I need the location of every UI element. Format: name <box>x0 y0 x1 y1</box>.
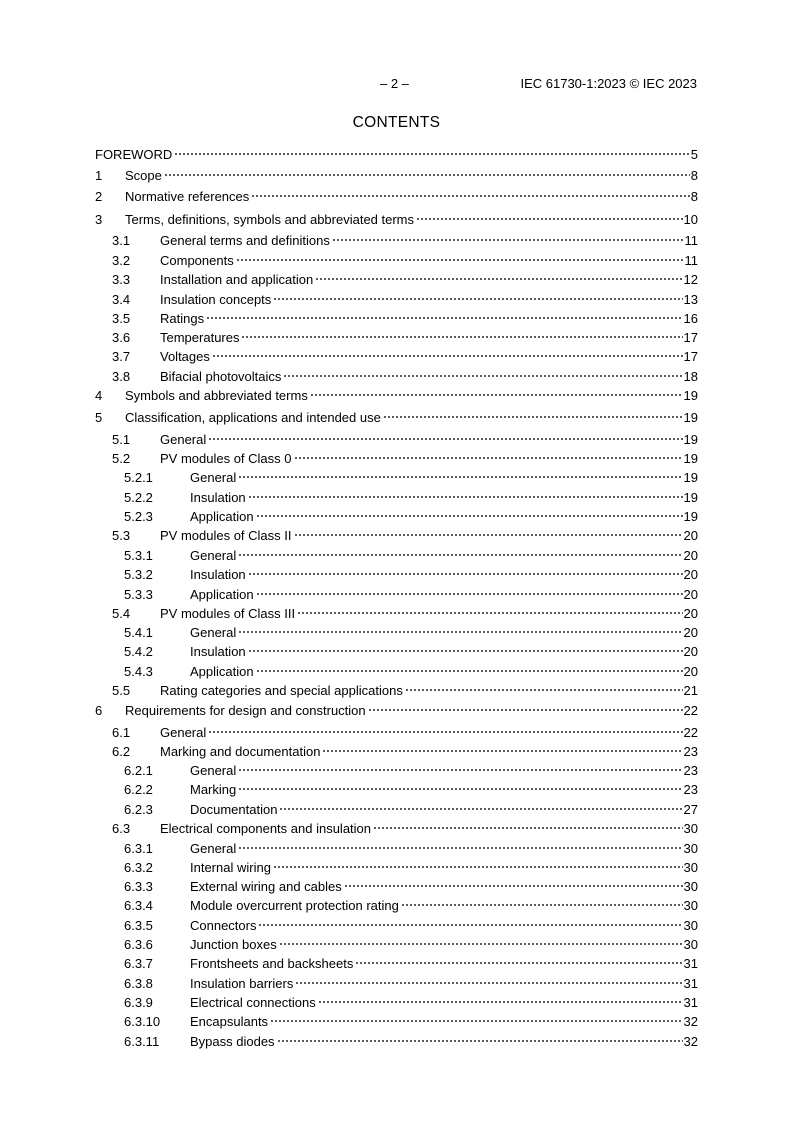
toc-dot-leader <box>294 533 683 537</box>
toc-entry-page: 30 <box>683 898 698 913</box>
toc-dot-leader <box>256 669 683 673</box>
toc-entry[interactable] <box>95 643 698 660</box>
toc-entry[interactable] <box>95 547 698 564</box>
toc-entry-number: 3.3 <box>112 272 131 287</box>
toc-entry-page: 20 <box>683 625 698 640</box>
toc-dot-leader <box>174 152 689 156</box>
toc-entry-number: 6.2 <box>112 744 131 759</box>
toc-entry[interactable] <box>95 489 698 506</box>
toc-entry-title: Ratings <box>160 311 205 326</box>
toc-entry-number: 5.4 <box>112 606 131 621</box>
toc-entry-number: 6.3.5 <box>124 918 153 933</box>
toc-entry-page: 19 <box>683 490 698 505</box>
toc-entry-number: 2 <box>95 189 103 204</box>
toc-entry-page: 10 <box>683 212 698 227</box>
toc-entry-number: 5.2.3 <box>124 509 153 524</box>
toc-entry-page: 23 <box>683 763 698 778</box>
toc-entry-title: General <box>160 725 207 740</box>
toc-entry-title: General terms and definitions <box>160 233 330 248</box>
toc-dot-leader <box>236 258 684 262</box>
toc-entry[interactable] <box>95 936 698 953</box>
toc-entry-title: Frontsheets and backsheets <box>190 956 354 971</box>
toc-dot-leader <box>248 649 683 653</box>
toc-entry-page: 21 <box>683 683 698 698</box>
toc-entry-number: 5.5 <box>112 683 131 698</box>
toc-entry-title: Normative references <box>125 189 250 204</box>
toc-entry-title: Marking <box>190 782 237 797</box>
toc-dot-leader <box>294 456 683 460</box>
toc-entry-number: 4 <box>95 388 103 403</box>
toc-dot-leader <box>251 194 689 198</box>
toc-dot-leader <box>295 981 682 985</box>
toc-entry-title: Electrical connections <box>190 995 316 1010</box>
toc-dot-leader <box>315 277 682 281</box>
toc-dot-leader <box>248 572 683 576</box>
toc-entry-number: 5.4.1 <box>124 625 153 640</box>
toc-entry[interactable] <box>95 762 698 779</box>
toc-entry-page: 22 <box>683 725 698 740</box>
toc-dot-leader <box>238 768 682 772</box>
toc-entry-title: Temperatures <box>160 330 240 345</box>
toc-entry-number: 6.3.8 <box>124 976 153 991</box>
document-reference: IEC 61730-1:2023 © IEC 2023 <box>520 76 697 91</box>
toc-entry-number: 3.4 <box>112 292 131 307</box>
toc-dot-leader <box>273 865 683 869</box>
toc-entry[interactable] <box>95 188 698 205</box>
toc-entry-page: 31 <box>683 976 698 991</box>
toc-entry-title: Application <box>190 664 254 679</box>
toc-entry-title: PV modules of Class II <box>160 528 292 543</box>
toc-dot-leader <box>238 787 682 791</box>
toc-dot-leader <box>318 1000 683 1004</box>
toc-entry-title: Insulation <box>190 567 246 582</box>
toc-entry[interactable] <box>95 232 698 249</box>
toc-entry[interactable] <box>95 508 698 525</box>
toc-entry-page: 20 <box>683 606 698 621</box>
toc-entry-page: 30 <box>683 841 698 856</box>
toc-entry-page: 19 <box>683 451 698 466</box>
toc-entry-page: 19 <box>683 509 698 524</box>
toc-entry-number: 1 <box>95 168 103 183</box>
toc-entry-page: 19 <box>683 432 698 447</box>
toc-entry[interactable] <box>95 859 698 876</box>
toc-entry-number: 5.3.1 <box>124 548 153 563</box>
toc-entry-page: 30 <box>683 937 698 952</box>
toc-entry-title: Classification, applications and intended use <box>125 410 381 425</box>
contents-title: CONTENTS <box>352 114 441 131</box>
toc-entry-number: 6.3.7 <box>124 956 153 971</box>
toc-entry-number: 5 <box>95 410 103 425</box>
toc-entry[interactable] <box>95 291 698 308</box>
toc-dot-leader <box>383 415 683 419</box>
toc-entry[interactable] <box>95 917 698 934</box>
toc-entry[interactable] <box>95 605 698 622</box>
toc-dot-leader <box>212 354 683 358</box>
toc-entry[interactable] <box>95 994 698 1011</box>
toc-entry[interactable] <box>95 743 698 760</box>
toc-entry-title: General <box>190 548 237 563</box>
toc-entry[interactable] <box>95 348 698 365</box>
toc-entry-number: 6.3 <box>112 821 131 836</box>
toc-dot-leader <box>416 217 683 221</box>
toc-entry-page: 20 <box>683 528 698 543</box>
toc-dot-leader <box>241 335 682 339</box>
toc-dot-leader <box>270 1019 682 1023</box>
toc-entry-number: 6.3.9 <box>124 995 153 1010</box>
toc-entry-page: 5 <box>690 147 698 162</box>
toc-entry-title: Insulation <box>190 644 246 659</box>
toc-entry-title: Symbols and abbreviated terms <box>125 388 308 403</box>
toc-entry-title: Documentation <box>190 802 278 817</box>
toc-dot-leader <box>283 374 682 378</box>
toc-entry[interactable] <box>95 955 698 972</box>
toc-entry-number: 6.3.10 <box>124 1014 161 1029</box>
toc-dot-leader <box>238 630 682 634</box>
toc-entry-number: 6.3.2 <box>124 860 153 875</box>
toc-dot-leader <box>273 297 682 301</box>
toc-entry-page: 23 <box>683 782 698 797</box>
toc-entry-title: Insulation <box>190 490 246 505</box>
toc-dot-leader <box>332 238 684 242</box>
toc-entry-page: 17 <box>683 330 698 345</box>
toc-entry[interactable] <box>95 878 698 895</box>
toc-entry[interactable] <box>95 624 698 641</box>
table-of-contents <box>95 0 698 1122</box>
toc-entry-number: 5.3 <box>112 528 131 543</box>
toc-dot-leader <box>208 437 682 441</box>
toc-entry-page: 19 <box>683 470 698 485</box>
toc-entry-number: 5.1 <box>112 432 131 447</box>
toc-entry-page: 22 <box>683 703 698 718</box>
toc-entry-number: 5.2.2 <box>124 490 153 505</box>
page-number: – 2 – <box>380 76 409 91</box>
toc-dot-leader <box>322 749 682 753</box>
toc-entry[interactable] <box>95 975 698 992</box>
toc-dot-leader <box>297 611 682 615</box>
toc-dot-leader <box>405 688 683 692</box>
toc-dot-leader <box>238 475 682 479</box>
toc-entry-number: 6.3.4 <box>124 898 153 913</box>
toc-entry-title: Rating categories and special applications <box>160 683 403 698</box>
toc-entry-title: FOREWORD <box>95 147 173 162</box>
toc-dot-leader <box>279 807 682 811</box>
toc-entry-page: 30 <box>683 879 698 894</box>
toc-entry[interactable] <box>95 252 698 269</box>
toc-entry[interactable] <box>95 211 698 228</box>
toc-entry-title: Application <box>190 587 254 602</box>
toc-entry-number: 5.2.1 <box>124 470 153 485</box>
toc-entry-page: 32 <box>683 1034 698 1049</box>
toc-entry-title: Encapsulants <box>190 1014 269 1029</box>
toc-entry-title: Bifacial photovoltaics <box>160 369 282 384</box>
toc-dot-leader <box>256 592 683 596</box>
toc-entry-number: 5.3.2 <box>124 567 153 582</box>
toc-dot-leader <box>373 826 683 830</box>
toc-entry-page: 20 <box>683 587 698 602</box>
toc-entry[interactable] <box>95 146 698 163</box>
toc-entry-title: Voltages <box>160 349 210 364</box>
toc-dot-leader <box>238 553 682 557</box>
toc-entry-title: General <box>190 625 237 640</box>
toc-entry-page: 20 <box>683 548 698 563</box>
toc-dot-leader <box>206 316 682 320</box>
toc-entry-page: 20 <box>683 664 698 679</box>
toc-entry-number: 3.1 <box>112 233 131 248</box>
toc-entry-number: 5.4.2 <box>124 644 153 659</box>
toc-entry-number: 3 <box>95 212 103 227</box>
toc-entry-number: 6.3.6 <box>124 937 153 952</box>
toc-entry-page: 31 <box>683 995 698 1010</box>
toc-entry[interactable] <box>95 368 698 385</box>
toc-entry-number: 6.2.3 <box>124 802 153 817</box>
toc-entry[interactable] <box>95 1013 698 1030</box>
toc-entry[interactable] <box>95 801 698 818</box>
toc-dot-leader <box>401 903 683 907</box>
toc-entry-title: External wiring and cables <box>190 879 342 894</box>
toc-entry-page: 16 <box>683 311 698 326</box>
toc-entry[interactable] <box>95 586 698 603</box>
toc-entry-page: 30 <box>683 860 698 875</box>
toc-entry-title: Installation and application <box>160 272 314 287</box>
toc-entry-number: 6.2.2 <box>124 782 153 797</box>
toc-entry-number: 3.6 <box>112 330 131 345</box>
toc-entry-title: Module overcurrent protection rating <box>190 898 399 913</box>
toc-entry-number: 6 <box>95 703 103 718</box>
toc-entry-page: 31 <box>683 956 698 971</box>
toc-dot-leader <box>164 173 690 177</box>
toc-dot-leader <box>355 961 682 965</box>
toc-entry-page: 20 <box>683 567 698 582</box>
toc-entry-title: PV modules of Class III <box>160 606 296 621</box>
toc-entry-title: PV modules of Class 0 <box>160 451 292 466</box>
toc-entry-number: 3.7 <box>112 349 131 364</box>
toc-entry-page: 18 <box>683 369 698 384</box>
toc-entry-title: General <box>190 841 237 856</box>
toc-entry[interactable] <box>95 167 698 184</box>
toc-entry[interactable] <box>95 387 698 404</box>
toc-entry-page: 19 <box>683 388 698 403</box>
toc-entry[interactable] <box>95 409 698 426</box>
toc-dot-leader <box>279 942 683 946</box>
toc-entry-page: 13 <box>683 292 698 307</box>
toc-dot-leader <box>368 708 683 712</box>
toc-entry-title: Insulation concepts <box>160 292 272 307</box>
toc-entry-page: 11 <box>684 233 698 248</box>
toc-entry[interactable] <box>95 469 698 486</box>
toc-entry[interactable] <box>95 781 698 798</box>
toc-dot-leader <box>258 923 682 927</box>
toc-entry-title: General <box>190 763 237 778</box>
toc-entry-number: 3.5 <box>112 311 131 326</box>
toc-dot-leader <box>310 393 683 397</box>
toc-entry-page: 19 <box>683 410 698 425</box>
toc-entry-title: Marking and documentation <box>160 744 321 759</box>
toc-entry[interactable] <box>95 329 698 346</box>
toc-dot-leader <box>238 846 682 850</box>
toc-entry-title: General <box>190 470 237 485</box>
toc-entry[interactable] <box>95 271 698 288</box>
toc-entry[interactable] <box>95 431 698 448</box>
toc-entry[interactable] <box>95 820 698 837</box>
toc-entry-title: Connectors <box>190 918 257 933</box>
toc-entry-title: Junction boxes <box>190 937 277 952</box>
toc-entry-page: 27 <box>683 802 698 817</box>
toc-entry[interactable] <box>95 566 698 583</box>
toc-entry-page: 30 <box>683 821 698 836</box>
toc-entry-number: 5.4.3 <box>124 664 153 679</box>
toc-entry-number: 3.8 <box>112 369 131 384</box>
toc-entry-page: 8 <box>690 189 698 204</box>
toc-entry-title: Insulation barriers <box>190 976 294 991</box>
toc-entry[interactable] <box>95 1033 698 1050</box>
toc-entry[interactable] <box>95 663 698 680</box>
toc-dot-leader <box>248 495 683 499</box>
toc-entry-number: 6.3.1 <box>124 841 153 856</box>
toc-entry-page: 23 <box>683 744 698 759</box>
toc-entry-title: Scope <box>125 168 162 183</box>
toc-entry-title: Bypass diodes <box>190 1034 275 1049</box>
toc-entry-title: General <box>160 432 207 447</box>
toc-entry-title: Components <box>160 253 234 268</box>
toc-entry-number: 6.3.11 <box>124 1034 160 1049</box>
toc-entry-number: 5.3.3 <box>124 587 153 602</box>
toc-entry-page: 20 <box>683 644 698 659</box>
toc-entry[interactable] <box>95 702 698 719</box>
toc-entry-title: Requirements for design and construction <box>125 703 366 718</box>
toc-entry-number: 5.2 <box>112 451 131 466</box>
toc-entry-number: 6.1 <box>112 725 131 740</box>
toc-entry[interactable] <box>95 527 698 544</box>
toc-entry-page: 30 <box>683 918 698 933</box>
toc-dot-leader <box>277 1039 683 1043</box>
toc-entry-page: 8 <box>690 168 698 183</box>
toc-entry-page: 11 <box>684 253 698 268</box>
toc-entry-page: 32 <box>683 1014 698 1029</box>
toc-entry[interactable] <box>95 840 698 857</box>
toc-entry[interactable] <box>95 310 698 327</box>
toc-entry-page: 12 <box>683 272 698 287</box>
toc-entry-title: Application <box>190 509 254 524</box>
toc-dot-leader <box>256 514 683 518</box>
toc-entry-number: 6.2.1 <box>124 763 153 778</box>
toc-entry[interactable] <box>95 724 698 741</box>
toc-entry[interactable] <box>95 897 698 914</box>
toc-entry-title: Terms, definitions, symbols and abbreviated terms <box>125 212 415 227</box>
toc-entry-page: 17 <box>683 349 698 364</box>
toc-entry-title: Electrical components and insulation <box>160 821 372 836</box>
toc-entry[interactable] <box>95 682 698 699</box>
toc-dot-leader <box>208 730 682 734</box>
toc-entry-number: 3.2 <box>112 253 131 268</box>
toc-dot-leader <box>344 884 683 888</box>
toc-entry[interactable] <box>95 450 698 467</box>
toc-entry-title: Internal wiring <box>190 860 271 875</box>
toc-entry-number: 6.3.3 <box>124 879 153 894</box>
